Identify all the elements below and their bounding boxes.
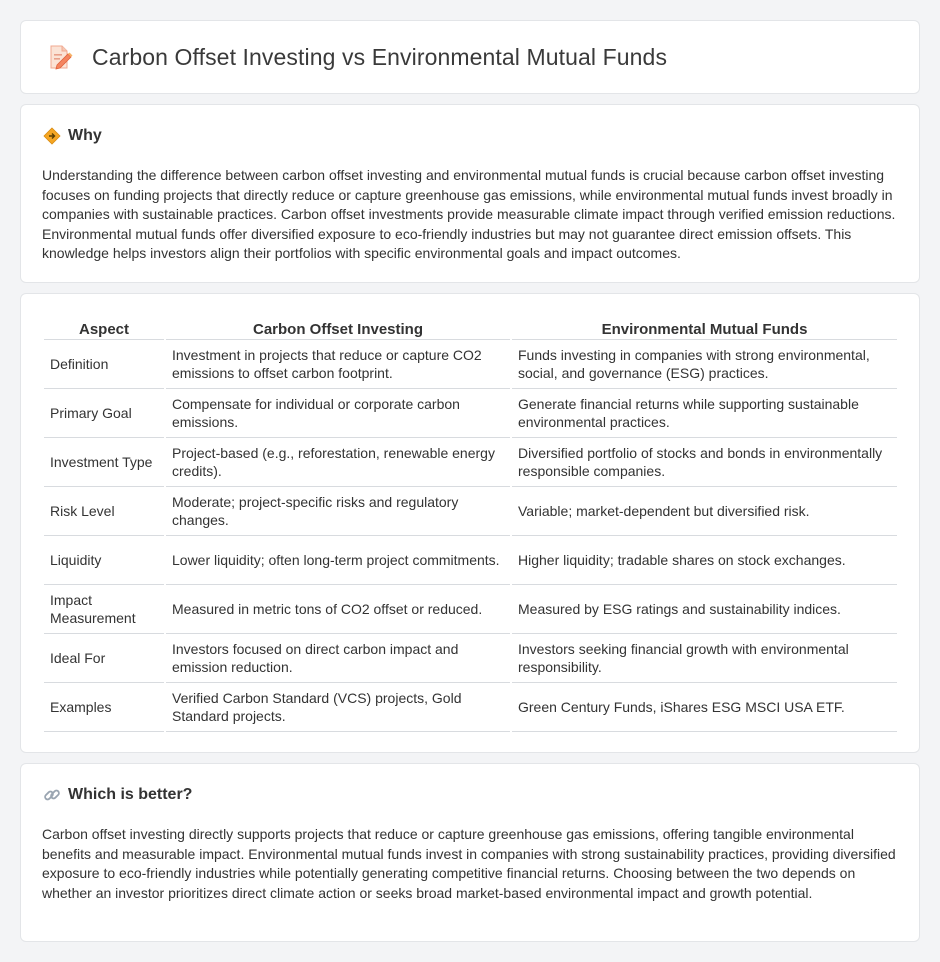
row-carbon: Lower liquidity; often long-term project commitments.	[166, 538, 510, 585]
row-funds: Measured by ESG ratings and sustainability indices.	[512, 587, 897, 634]
comparison-card	[20, 293, 920, 753]
row-funds: Diversified portfolio of stocks and bonds in environmentally responsible companies.	[512, 440, 897, 487]
row-carbon: Verified Carbon Standard (VCS) projects, Gold Standard projects.	[166, 685, 510, 732]
better-heading-row	[43, 786, 192, 804]
row-funds: Variable; market-dependent but diversified risk.	[512, 489, 897, 536]
row-aspect: Ideal For	[44, 636, 164, 683]
comparison-table	[42, 316, 899, 734]
table-row	[44, 636, 897, 683]
row-aspect: Primary Goal	[44, 391, 164, 438]
row-aspect: Investment Type	[44, 440, 164, 487]
header-environmental-funds: Environmental Mutual Funds	[512, 318, 897, 340]
row-carbon: Moderate; project-specific risks and regulatory changes.	[166, 489, 510, 536]
table-row	[44, 440, 897, 487]
row-aspect: Examples	[44, 685, 164, 732]
page-title: Carbon Offset Investing vs Environmental Mutual Funds	[92, 43, 668, 70]
link-icon	[43, 786, 61, 804]
row-carbon: Investors focused on direct carbon impact and emission reduction.	[166, 636, 510, 683]
row-aspect: Liquidity	[44, 538, 164, 585]
row-carbon: Project-based (e.g., reforestation, renewable energy credits).	[166, 440, 510, 487]
table-row	[44, 538, 897, 585]
why-section	[20, 104, 920, 283]
table-row	[44, 342, 897, 389]
row-funds: Higher liquidity; tradable shares on stock exchanges.	[512, 538, 897, 585]
row-funds: Generate financial returns while supporting sustainable environmental practices.	[512, 391, 897, 438]
why-heading-row	[43, 127, 102, 145]
diamond-sign-icon	[43, 127, 61, 145]
table-row	[44, 391, 897, 438]
header-carbon-offset: Carbon Offset Investing	[166, 318, 510, 340]
row-aspect: Impact Measurement	[44, 587, 164, 634]
table-row	[44, 587, 897, 634]
row-carbon: Measured in metric tons of CO2 offset or reduced.	[166, 587, 510, 634]
row-funds: Funds investing in companies with strong environmental, social, and governance (ESG) practices.	[512, 342, 897, 389]
header-aspect: Aspect	[44, 318, 164, 340]
table-row	[44, 489, 897, 536]
table-row	[44, 685, 897, 732]
table-header-row	[44, 318, 897, 340]
document-pencil-icon	[47, 43, 73, 71]
title-row	[47, 43, 667, 71]
why-body: Understanding the difference between carbon offset investing and environmental mutual funds is crucial because carbon offset investing focuses on funding projects that directly reduce or capture greenhouse gas emissions, while environmental mutual funds invest broadly in companies with sustainable practices. Carbon offset investments provide measurable climate impact through verified emission reductions. Environmental mutual funds offer diversified exposure to eco-friendly industries but may not guarantee direct emission offsets. This knowledge helps investors align their portfolios with specific environmental goals and impact outcomes.	[42, 167, 896, 262]
better-section	[20, 763, 920, 942]
title-card	[20, 20, 920, 94]
better-body: Carbon offset investing directly supports projects that reduce or capture greenhouse gas emissions, offering tangible environmental benefits and measurable impact. Environmental mutual funds invest in companies with strong sustainability practices, providing diversified exposure to eco-friendly industries while potentially generating competitive financial returns. Choosing between the two depends on whether an investor prioritizes direct climate action or seeks broad market-based environmental impact and growth potential.	[42, 826, 896, 901]
row-carbon: Compensate for individual or corporate carbon emissions.	[166, 391, 510, 438]
row-aspect: Definition	[44, 342, 164, 389]
row-carbon: Investment in projects that reduce or capture CO2 emissions to offset carbon footprint.	[166, 342, 510, 389]
row-funds: Investors seeking financial growth with environmental responsibility.	[512, 636, 897, 683]
better-heading: Which is better?	[68, 786, 193, 803]
row-aspect: Risk Level	[44, 489, 164, 536]
row-funds: Green Century Funds, iShares ESG MSCI USA ETF.	[512, 685, 897, 732]
why-heading: Why	[68, 127, 102, 144]
